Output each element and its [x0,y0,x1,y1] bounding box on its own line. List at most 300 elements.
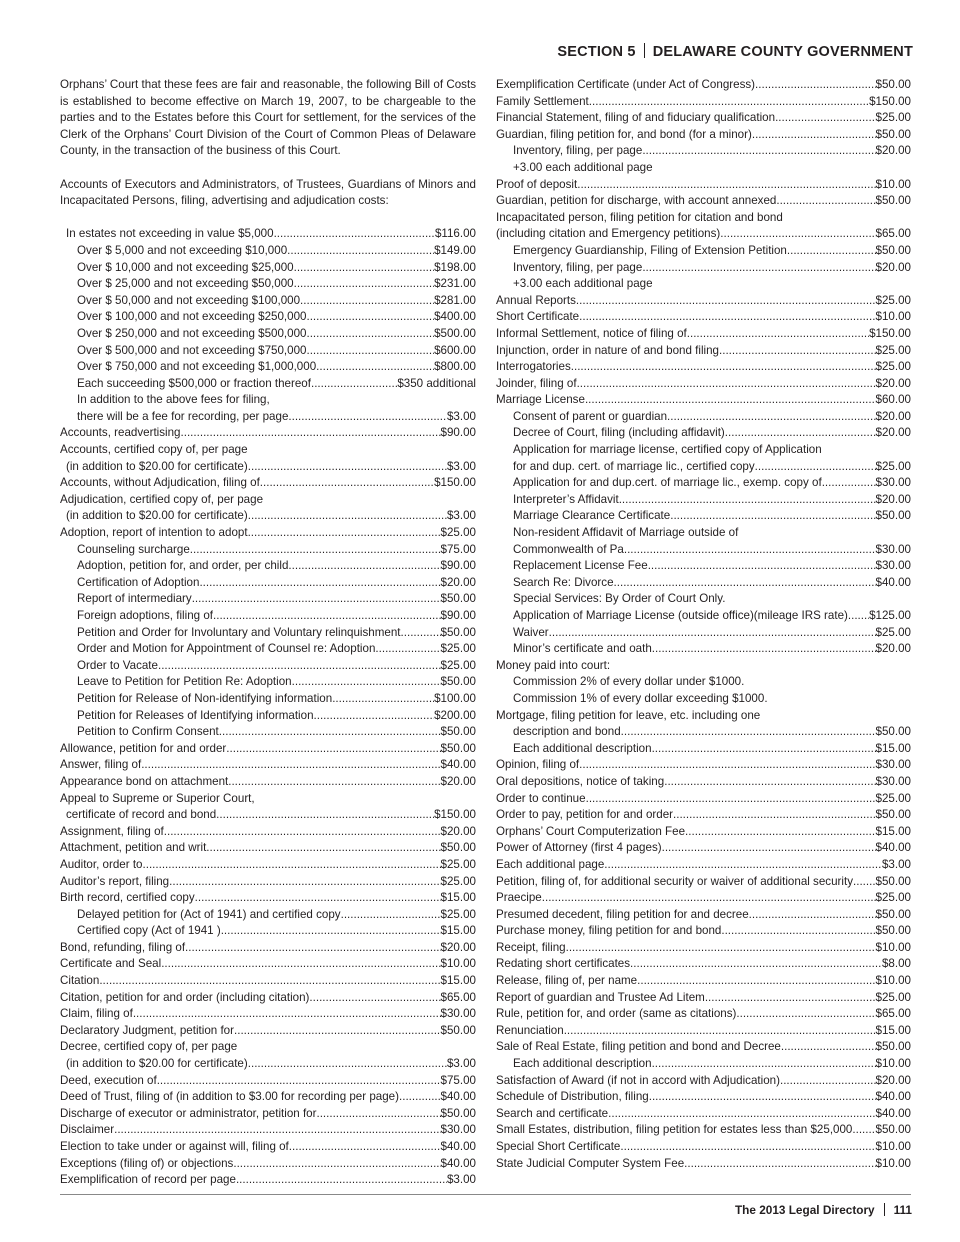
fee-amount: $50.00 [875,924,911,938]
fee-label: Emergency Guardianship, Filing of Extension Petition [513,243,787,257]
fee-label: Order to pay, petition for and order [496,808,674,822]
fee-label: Each additional page [496,857,605,871]
dot-leader [294,276,434,293]
fee-row [496,409,911,426]
dot-leader [233,1156,440,1173]
fee-label: Waiver [513,625,549,639]
fee-label: Delayed petition for (Act of 1941) and certified copy [77,907,341,921]
fee-label: Sale of Real Estate, filing petition and bond and Decree [496,1040,781,1054]
fee-amount: $10.00 [875,940,911,954]
fee-label: Adoption, report of intention to adopt [60,526,248,540]
fee-row [60,276,476,293]
dot-leader [776,193,875,210]
dot-leader [687,326,869,343]
dot-leader [577,177,875,194]
fee-label: +3.00 each additional page [513,160,653,174]
fee-label: Over $ 250,000 and not exceeding $500,000 [77,326,307,340]
dot-leader [287,243,434,260]
fee-amount: $15.00 [875,741,911,755]
dot-leader [579,309,875,326]
fee-row [60,575,476,592]
fee-amount: $10.00 [875,1140,911,1153]
dot-leader [228,774,440,791]
dot-leader [642,260,875,277]
fee-label: Oral depositions, notice of taking [496,774,665,788]
dot-leader [306,309,434,326]
fee-row [496,1006,911,1023]
fee-amount: $3.00 [446,409,476,423]
fee-amount: $25.00 [440,526,476,540]
fee-amount: $90.00 [440,559,476,573]
dot-leader [576,293,876,310]
dot-leader [780,1073,876,1090]
fee-label: Over $ 750,000 and not exceeding $1,000,000 [77,360,317,374]
dot-leader [566,940,876,957]
dot-leader [375,641,440,658]
fee-row [60,326,476,343]
fee-row [60,791,476,808]
fee-label: Redating short certificates [496,957,631,971]
fee-label: Certified copy (Act of 1941 ) [77,924,221,938]
section-title: DELAWARE COUNTY GOVERNMENT [652,44,913,60]
fee-amount: $20.00 [875,642,911,656]
fee-label: Petition for Release of Non-identifying information [77,691,333,705]
fee-row [496,94,911,111]
fee-amount: $65.00 [440,990,476,1004]
dot-leader [775,110,875,127]
fee-amount: $25.00 [440,658,476,672]
fee-label: Over $ 10,000 and not exceeding $25,000 [77,260,294,274]
section-label: SECTION 5 [557,44,636,60]
dot-leader [684,1156,875,1173]
fee-row [496,691,911,708]
publication-name: The 2013 Legal Directory [734,1203,875,1217]
fee-amount: $15.00 [440,974,476,988]
fee-row [60,1089,476,1106]
fee-label: In estates not exceeding in value $5,000 [66,227,274,241]
fee-row [496,1039,911,1056]
fee-amount: $50.00 [440,841,476,855]
fee-label: Marriage License [496,393,585,407]
dot-leader [720,226,875,243]
fee-amount: $40.00 [440,1090,476,1104]
accounts-paragraph: Accounts of Executors and Administrators, of Trustees, Guardians of Minors and Incapacitated Persons, filing, advertising and adjudication costs: [60,177,476,208]
fee-row [60,558,476,575]
fee-amount: $600.00 [434,343,476,357]
dot-leader [314,708,435,725]
fee-label: Auditor, order to [60,857,143,871]
fee-row [496,1122,911,1139]
fee-row [60,409,476,426]
fee-amount: $50.00 [440,1106,476,1120]
fee-amount: $25.00 [875,111,911,125]
dot-leader [620,1139,875,1156]
fee-amount: $50.00 [875,808,911,822]
fee-row [496,558,911,575]
dot-leader [185,940,440,957]
fee-amount: $50.00 [440,675,476,689]
fee-amount: $10.00 [875,974,911,988]
fee-row [60,774,476,791]
fee-label: Each succeeding $500,000 or fraction thereof [77,376,311,390]
fee-amount: $281.00 [434,293,476,307]
fee-row [496,1073,911,1090]
fee-label: Exceptions (filing of) or objections [60,1156,234,1170]
dot-leader [621,724,876,741]
fee-amount: $150.00 [869,326,911,340]
fee-amount: $90.00 [440,609,476,622]
fee-amount: $10.00 [875,1057,911,1071]
fee-row [496,641,911,658]
fee-label: Deed, execution of [60,1073,157,1087]
fee-label: Application for and dup.cert. of marriage lic., exemp. copy of [513,476,822,490]
fee-label: Consent of parent or guardian [513,409,668,423]
dot-leader [294,260,434,277]
right-column [496,77,911,1172]
fee-label: Inventory, filing, per page [513,260,643,274]
fee-amount: $40.00 [440,758,476,772]
fee-amount: $10.00 [440,957,476,971]
fee-amount: $125.00 [869,609,911,622]
fee-row [496,226,911,243]
fee-amount: $50.00 [875,78,911,91]
fee-row [496,392,911,409]
dot-leader [221,923,441,940]
fee-row [60,508,476,525]
fee-amount: $25.00 [875,990,911,1004]
fee-label: Marriage Clearance Certificate [513,509,671,523]
fee-label: Inventory, filing, per page [513,144,643,158]
fee-amount: $15.00 [440,891,476,905]
fee-row [496,990,911,1007]
fee-amount: $20.00 [440,940,476,954]
fee-row [60,542,476,559]
dot-leader [719,343,876,360]
fee-amount: $65.00 [875,1007,911,1021]
fee-amount: $8.00 [881,957,911,971]
fee-label: Discharge of executor or administrator, petition for [60,1106,317,1120]
fee-row [60,674,476,691]
fee-row [60,608,476,625]
dot-leader [206,840,440,857]
fee-row [496,425,911,442]
fee-row [496,923,911,940]
fee-amount: $200.00 [434,708,476,722]
fee-amount: $50.00 [875,907,911,921]
fee-label: Bond, refunding, filing of [60,940,186,954]
fee-label: Informal Settlement, notice of filing of [496,326,687,340]
fee-amount: $3.00 [446,509,476,523]
dot-leader [190,542,441,559]
fee-row [60,591,476,608]
fee-label: Release, filing of, per name [496,974,638,988]
fee-row [60,923,476,940]
fee-amount: $25.00 [875,625,911,639]
fee-label: Interrogatories [496,360,571,374]
fee-amount: $50.00 [875,725,911,739]
fee-label: certificate of record and bond [66,808,217,822]
fee-label: Opinion, filing of [496,758,580,772]
dot-leader [619,492,876,509]
fee-row [60,1156,476,1173]
fee-amount: $20.00 [875,409,911,423]
fee-row [60,890,476,907]
fee-amount: $25.00 [875,459,911,473]
fee-amount: $50.00 [875,243,911,257]
dot-leader [169,874,440,891]
fee-row [60,1039,476,1056]
fee-label: Application for marriage license, certified copy of Application [513,443,822,457]
fee-amount: $65.00 [875,227,911,241]
fee-row [60,940,476,957]
fee-label: Praecipe [496,891,542,905]
dot-leader [585,392,876,409]
dot-leader [852,1122,875,1139]
fee-row [60,1106,476,1123]
fee-label: Short Certificate [496,310,580,324]
fee-amount: $116.00 [434,227,476,241]
dot-leader [542,890,876,907]
fee-amount: $25.00 [875,891,911,905]
fee-row [60,475,476,492]
fee-row [496,608,911,625]
fee-row [496,1056,911,1073]
dot-leader [199,575,440,592]
dot-leader [608,1106,875,1123]
fee-amount: $150.00 [434,476,476,490]
fee-amount: $231.00 [434,277,476,291]
page-number: 111 [893,1203,912,1217]
dot-leader [564,1023,876,1040]
dot-leader [848,608,869,625]
dot-leader [705,990,876,1007]
fee-row [60,907,476,924]
dot-leader [158,658,441,675]
fee-row [496,276,911,293]
fee-label: Money paid into court: [496,658,611,672]
fee-label: Report of intermediary [77,592,192,606]
fee-row [496,1139,911,1156]
fee-row [60,641,476,658]
fee-amount: $30.00 [440,1123,476,1137]
dot-leader [624,542,876,559]
dot-leader [195,890,441,907]
fee-label: Petition to Confirm Consent [77,725,219,739]
dot-leader [755,459,876,476]
fee-row [496,542,911,559]
fee-label: Special Short Certificate [496,1140,621,1153]
fee-label: Orphans’ Court Computerization Fee [496,824,686,838]
fee-label: (in addition to $20.00 for certificate) [66,1057,248,1071]
fee-row [496,143,911,160]
dot-leader [141,757,440,774]
fee-amount: $10.00 [875,177,911,191]
dot-leader [164,824,441,841]
fee-label: Certification of Adoption [77,575,200,589]
fee-row [496,459,911,476]
dot-leader [192,591,441,608]
fee-row [496,1156,911,1173]
dot-leader [549,625,876,642]
fee-row [60,243,476,260]
fee-label: Presumed decedent, filing petition for and decree [496,907,749,921]
fee-list-right [496,77,911,1172]
fee-label: Application of Marriage License (outside office)(mileage IRS rate) [513,609,848,622]
dot-leader [401,625,441,642]
fee-row [496,475,911,492]
fee-amount: $60.00 [875,393,911,407]
fee-label: Non-resident Affidavit of Marriage outside of [513,526,739,540]
fee-label: Purchase money, filing petition for and bond [496,924,722,938]
dot-leader [630,956,882,973]
dot-leader [181,425,441,442]
fee-label: Over $ 25,000 and not exceeding $50,000 [77,277,294,291]
fee-amount: $20.00 [875,260,911,274]
fee-label: Over $ 100,000 and not exceeding $250,000 [77,310,307,324]
fee-label: Small Estates, distribution, filing petition for estates less than $25,000 [496,1123,853,1137]
fee-label: Family Settlement [496,94,589,108]
fee-row [496,824,911,841]
fee-amount: $50.00 [440,625,476,639]
fee-amount: $50.00 [440,725,476,739]
fee-row [60,260,476,277]
dot-leader [589,94,869,111]
fee-row [496,591,911,608]
fee-row [496,658,911,675]
dot-leader [604,857,882,874]
fee-amount: $50.00 [875,1040,911,1054]
fee-row [60,724,476,741]
fee-label: Auditor’s report, filing [60,874,170,888]
dot-leader [721,923,875,940]
dot-leader [781,1039,876,1056]
fee-row [60,1122,476,1139]
fee-label: Interpreter’s Affidavit [513,492,619,506]
fee-label: description and bond [513,725,621,739]
dot-leader [133,1006,441,1023]
dot-leader [161,956,440,973]
fee-amount: $30.00 [875,559,911,573]
fee-amount: $198.00 [434,260,476,274]
fee-label: Accounts, certified copy of, per page [60,443,248,457]
fee-row [496,840,911,857]
fee-amount: $30.00 [875,758,911,772]
fee-amount: $40.00 [875,841,911,855]
fee-amount: $40.00 [875,575,911,589]
footer-divider [884,1203,885,1216]
fee-row [496,525,911,542]
fee-row [60,708,476,725]
fee-row [496,724,911,741]
dot-leader [306,326,434,343]
dot-leader [787,243,876,260]
fee-amount: $25.00 [875,791,911,805]
fee-list-left [60,226,476,1188]
fee-amount: $25.00 [875,360,911,374]
dot-leader [260,475,434,492]
dot-leader [341,907,441,924]
fee-label: Proof of deposit [496,177,578,191]
fee-amount: $50.00 [875,874,911,888]
fee-label: Renunciation [496,1023,564,1037]
fee-row [496,359,911,376]
fee-amount: $25.00 [875,343,911,357]
dot-leader [667,409,875,426]
fee-label: Financial Statement, filing of and fiduciary qualification [496,111,776,125]
fee-label: Minor’s certificate and oath [513,642,652,656]
dot-leader [248,508,447,525]
fee-row [496,442,911,459]
dot-leader [853,874,876,891]
fee-label: Mortgage, filing petition for leave, etc. including one [496,708,761,722]
fee-row [496,127,911,144]
fee-row [496,160,911,177]
fee-amount: $20.00 [875,1073,911,1087]
dot-leader [248,525,441,542]
fee-label: Rule, petition for, and order (same as citations) [496,1007,737,1021]
footer-rule [60,1194,911,1195]
fee-row [496,857,911,874]
fee-label: Appearance bond on attachment [60,774,229,788]
fee-label: Commonwealth of Pa [513,542,624,556]
fee-row [496,1089,911,1106]
fee-label: Answer, filing of [60,758,142,772]
fee-amount: $15.00 [875,1023,911,1037]
fee-row [60,293,476,310]
fee-amount: $400.00 [434,310,476,324]
fee-label: Adoption, petition for, and order, per child [77,559,289,573]
fee-row [496,708,911,725]
fee-row [60,226,476,243]
fee-amount: $50.00 [440,1023,476,1037]
fee-row [496,243,911,260]
fee-label: Decree of Court, filing (including affidavit) [513,426,725,440]
fee-row [60,442,476,459]
fee-row [496,193,911,210]
fee-label: Injunction, order in nature of and bond filing [496,343,720,357]
fee-amount: $25.00 [440,907,476,921]
fee-label: Commission 2% of every dollar under $1000. [513,675,745,689]
fee-label: In addition to the above fees for filing, [77,393,270,407]
fee-row [60,376,476,393]
fee-row [60,425,476,442]
fee-row [496,973,911,990]
dot-leader [664,774,875,791]
fee-row [60,1006,476,1023]
fee-row [496,293,911,310]
fee-row [60,625,476,642]
fee-amount: $50.00 [875,194,911,208]
dot-leader [236,1172,447,1189]
fee-label: Citation [60,974,100,988]
fee-row [60,459,476,476]
fee-row [496,77,911,94]
fee-label: Accounts, without Adjudication, filing of [60,476,260,490]
fee-label: Order to continue [496,791,586,805]
fee-row [60,807,476,824]
fee-label: Leave to Petition for Petition Re: Adoption [77,675,292,689]
fee-amount: $75.00 [440,1073,476,1087]
fee-amount: $3.00 [446,1173,476,1187]
fee-label: Accounts, readvertising [60,426,181,440]
fee-amount: $30.00 [875,476,911,490]
fee-row [496,757,911,774]
fee-row [60,741,476,758]
section-header [557,43,913,60]
fee-label: Attachment, petition and writ [60,841,207,855]
dot-leader [670,508,875,525]
fee-row [496,492,911,509]
